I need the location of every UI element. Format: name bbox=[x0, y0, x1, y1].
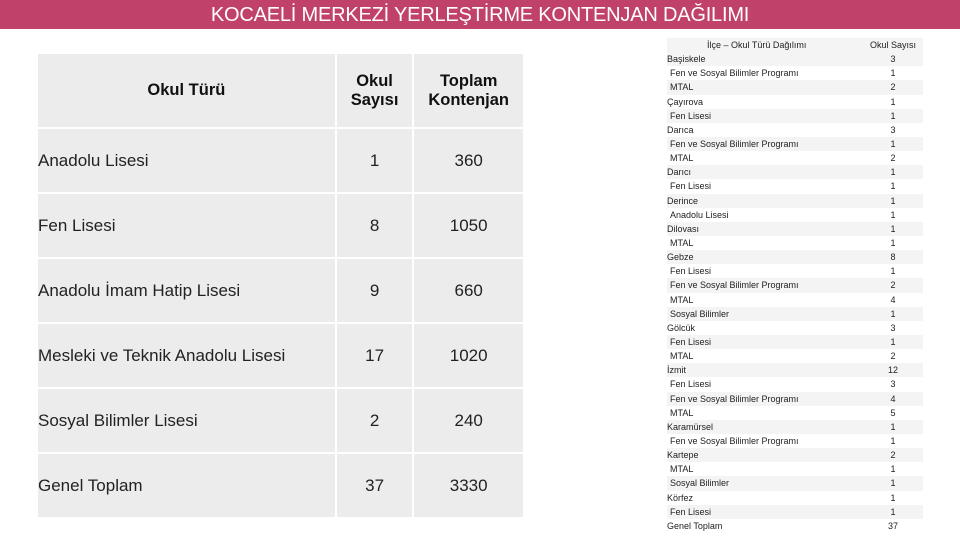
school-type-table bbox=[38, 52, 523, 519]
list-item bbox=[667, 194, 923, 208]
district-row-count: 1 bbox=[890, 435, 896, 446]
table-row bbox=[38, 194, 523, 257]
list-item bbox=[667, 363, 923, 377]
district-row-count: 1 bbox=[863, 476, 923, 490]
district-row-label: Fen ve Sosyal Bilimler Programı bbox=[670, 435, 799, 446]
list-item bbox=[667, 137, 923, 151]
list-item bbox=[667, 250, 923, 264]
list-item bbox=[667, 66, 923, 80]
district-row-count: 1 bbox=[890, 464, 896, 475]
table-row bbox=[38, 454, 523, 517]
district-row-label: Anadolu Lisesi bbox=[670, 209, 729, 220]
district-row-count: 4 bbox=[890, 294, 896, 305]
table-row bbox=[38, 129, 523, 192]
list-item bbox=[667, 434, 923, 448]
list-item bbox=[667, 392, 923, 406]
district-row-count: 1 bbox=[863, 194, 923, 208]
district-row-label: Gölcük bbox=[667, 322, 696, 333]
district-row-label: Başiskele bbox=[667, 52, 863, 66]
district-row-count: 2 bbox=[890, 351, 896, 362]
district-table bbox=[667, 38, 923, 533]
district-row-count: 3 bbox=[890, 379, 896, 390]
district-row-label: Fen ve Sosyal Bilimler Programı bbox=[667, 137, 863, 151]
list-item bbox=[667, 278, 923, 292]
list-item bbox=[667, 321, 923, 335]
school-type-cell: Fen Lisesi bbox=[38, 194, 337, 257]
district-row-count: 1 bbox=[863, 222, 923, 236]
school-type-cell: Genel Toplam bbox=[38, 454, 337, 517]
table-header-row bbox=[38, 54, 523, 127]
district-row-label: Darıca bbox=[667, 124, 694, 135]
district-row-count: 37 bbox=[887, 520, 898, 531]
school-count-cell: 8 bbox=[337, 194, 415, 257]
school-count-cell: 9 bbox=[337, 259, 415, 322]
district-header-label: İlçe – Okul Türü Dağılımı bbox=[667, 38, 863, 52]
list-item bbox=[667, 462, 923, 476]
school-type-cell: Sosyal Bilimler Lisesi bbox=[38, 389, 337, 452]
district-row-label: Sosyal Bilimler bbox=[667, 476, 863, 490]
district-table-header bbox=[667, 38, 923, 52]
list-item bbox=[667, 335, 923, 349]
district-row-label: Fen Lisesi bbox=[670, 181, 712, 192]
list-item bbox=[667, 491, 923, 505]
district-row-label: Genel Toplam bbox=[667, 520, 723, 531]
district-row-label: MTAL bbox=[670, 153, 694, 164]
district-row-count: 2 bbox=[890, 153, 896, 164]
district-row-label: Kartepe bbox=[667, 448, 863, 462]
district-row-label: Sosyal Bilimler bbox=[667, 307, 863, 321]
capacity-cell: 1050 bbox=[414, 194, 523, 257]
school-count-cell: 37 bbox=[337, 454, 415, 517]
school-type-cell: Anadolu Lisesi bbox=[38, 129, 337, 192]
district-row-count: 1 bbox=[863, 420, 923, 434]
header-school-type: Okul Türü bbox=[38, 54, 337, 127]
district-row-count: 1 bbox=[890, 266, 896, 277]
district-row-label: Karamürsel bbox=[667, 420, 863, 434]
district-row-count: 2 bbox=[863, 448, 923, 462]
district-row-count: 1 bbox=[890, 237, 896, 248]
district-row-count: 1 bbox=[890, 181, 896, 192]
district-row-label: Fen Lisesi bbox=[670, 379, 712, 390]
capacity-cell: 360 bbox=[414, 129, 523, 192]
district-row-count: 1 bbox=[890, 68, 896, 79]
district-row-label: Fen Lisesi bbox=[667, 109, 863, 123]
district-row-label: Darıcı bbox=[667, 165, 863, 179]
school-type-cell: Anadolu İmam Hatip Lisesi bbox=[38, 259, 337, 322]
header-total-capacity: Toplam Kontenjan bbox=[414, 54, 523, 127]
district-row-count: 12 bbox=[863, 363, 923, 377]
table-row bbox=[38, 259, 523, 322]
district-row-label: MTAL bbox=[670, 407, 694, 418]
list-item bbox=[667, 151, 923, 165]
table-row bbox=[38, 324, 523, 387]
list-item bbox=[667, 448, 923, 462]
list-item bbox=[667, 349, 923, 363]
header-school-count: Okul Sayısı bbox=[337, 54, 415, 127]
page-title: KOCAELİ MERKEZİ YERLEŞTİRME KONTENJAN DAĞILIMI bbox=[210, 4, 750, 26]
list-item bbox=[667, 123, 923, 137]
list-item bbox=[667, 505, 923, 519]
district-row-count: 8 bbox=[863, 250, 923, 264]
district-row-count: 2 bbox=[863, 80, 923, 94]
district-row-label: Derince bbox=[667, 194, 863, 208]
list-item bbox=[667, 264, 923, 278]
district-row-count: 1 bbox=[863, 165, 923, 179]
district-row-count: 1 bbox=[890, 96, 896, 107]
list-item bbox=[667, 236, 923, 250]
district-row-count: 1 bbox=[863, 137, 923, 151]
district-row-count: 3 bbox=[863, 52, 923, 66]
district-row-count: 1 bbox=[863, 505, 923, 519]
list-item bbox=[667, 165, 923, 179]
list-item bbox=[667, 420, 923, 434]
district-row-label: Fen Lisesi bbox=[667, 505, 863, 519]
district-row-count: 5 bbox=[890, 407, 896, 418]
table-row bbox=[38, 389, 523, 452]
list-item bbox=[667, 95, 923, 109]
school-count-cell: 1 bbox=[337, 129, 415, 192]
school-type-cell: Mesleki ve Teknik Anadolu Lisesi bbox=[38, 324, 337, 387]
district-row-label: MTAL bbox=[670, 351, 694, 362]
list-item bbox=[667, 109, 923, 123]
district-row-label: Fen ve Sosyal Bilimler Programı bbox=[670, 68, 799, 79]
list-item bbox=[667, 52, 923, 66]
list-item bbox=[667, 179, 923, 193]
title-bar bbox=[0, 0, 960, 29]
district-row-label: Körfez bbox=[667, 492, 694, 503]
list-item bbox=[667, 519, 923, 533]
district-row-label: MTAL bbox=[670, 237, 694, 248]
district-row-count: 1 bbox=[890, 492, 896, 503]
capacity-cell: 3330 bbox=[414, 454, 523, 517]
school-count-cell: 17 bbox=[337, 324, 415, 387]
district-row-count: 3 bbox=[890, 124, 896, 135]
district-row-label: Çayırova bbox=[667, 96, 704, 107]
district-row-label: MTAL bbox=[670, 294, 694, 305]
list-item bbox=[667, 307, 923, 321]
district-row-label: Dilovası bbox=[667, 222, 863, 236]
district-row-count: 2 bbox=[863, 278, 923, 292]
district-row-count: 1 bbox=[890, 209, 896, 220]
district-row-label: MTAL bbox=[670, 464, 694, 475]
district-row-label: Fen ve Sosyal Bilimler Programı bbox=[667, 278, 863, 292]
district-row-count: 3 bbox=[890, 322, 896, 333]
district-row-label: Gebze bbox=[667, 250, 863, 264]
list-item bbox=[667, 208, 923, 222]
district-row-count: 1 bbox=[863, 109, 923, 123]
list-item bbox=[667, 80, 923, 94]
list-item bbox=[667, 406, 923, 420]
list-item bbox=[667, 222, 923, 236]
district-row-label: Fen ve Sosyal Bilimler Programı bbox=[667, 392, 863, 406]
list-item bbox=[667, 377, 923, 391]
district-row-label: MTAL bbox=[667, 80, 863, 94]
district-row-label: Fen Lisesi bbox=[667, 335, 863, 349]
district-row-count: 4 bbox=[863, 392, 923, 406]
district-row-count: 1 bbox=[863, 335, 923, 349]
list-item bbox=[667, 293, 923, 307]
capacity-cell: 1020 bbox=[414, 324, 523, 387]
district-row-label: İzmit bbox=[667, 363, 863, 377]
district-row-label: Fen Lisesi bbox=[670, 266, 712, 277]
capacity-cell: 240 bbox=[414, 389, 523, 452]
district-row-count: 1 bbox=[863, 307, 923, 321]
school-count-cell: 2 bbox=[337, 389, 415, 452]
list-item bbox=[667, 476, 923, 490]
district-header-count: Okul Sayısı bbox=[863, 38, 923, 52]
capacity-cell: 660 bbox=[414, 259, 523, 322]
